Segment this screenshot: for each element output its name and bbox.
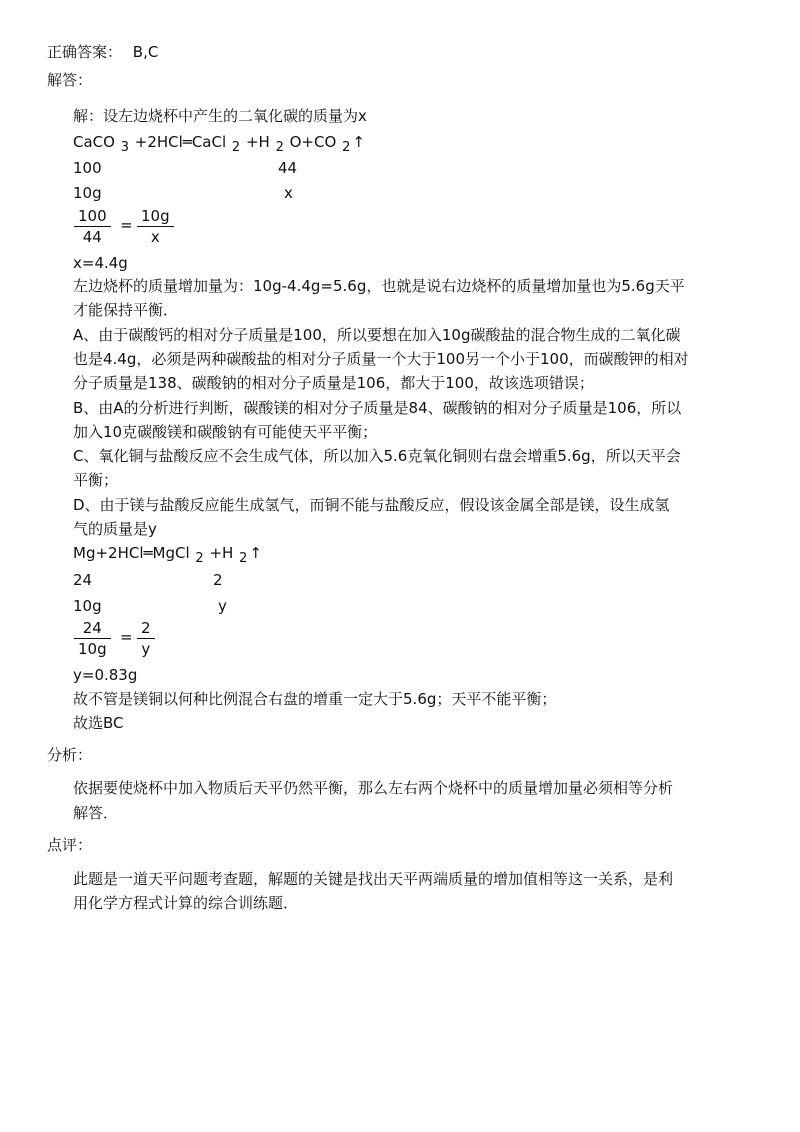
paraD-line1: D、由于镁与盐酸反应能生成氢气，而铜不能与盐酸反应，假设该金属全部是镁，设生成氢 bbox=[73, 496, 670, 514]
paraB-line1: B、由A的分析进行判断，碳酸镁的相对分子质量是84、碳酸钠的相对分子质量是106，所以 bbox=[73, 399, 682, 417]
up-arrow-icon: ↑ bbox=[352, 133, 365, 151]
ratio2-right-fraction: $\frac{2}{y}$ bbox=[137, 618, 155, 659]
conclusion: 故不管是镁铜以何种比例混合右盘的增重一定大于5.6g；天平不能平衡； bbox=[73, 690, 557, 708]
equation-caco3-mass-right: 44 bbox=[278, 159, 298, 177]
equation-caco3-given-row: 10g bbox=[73, 184, 102, 202]
ratio1-equals: = bbox=[120, 216, 133, 234]
equation-mg-mass-row: 24 bbox=[73, 571, 93, 589]
solution-intro: 解：设左边烧杯中产生的二氧化碳的质量为x bbox=[73, 107, 367, 125]
paraA-line2: 也是4.4g，必须是两种碳酸盐的相对分子质量一个大于100另一个小于100，而碳酸钾的相对 bbox=[73, 350, 689, 368]
answer-value: B,C bbox=[132, 43, 159, 61]
paraA-line3: 分子质量是138、碳酸钠的相对分子质量是106，都大于100，故该选项错误； bbox=[73, 374, 594, 392]
result-x: x=4.4g bbox=[73, 254, 128, 272]
ratio1-right-fraction: $\frac{10g}{x}$ bbox=[137, 206, 174, 247]
paraC-line2: 平衡； bbox=[73, 471, 119, 489]
equation-mg-mass-right: 2 bbox=[213, 571, 223, 589]
equation-mg-given-row: 10g bbox=[73, 597, 102, 615]
equation-caco3-given-right: x bbox=[284, 184, 293, 202]
analysis-line1: 依据要使烧杯中加入物质后天平仍然平衡，那么左右两个烧杯中的质量增加量必须相等分析 bbox=[73, 779, 674, 797]
equation-caco3-mass-row: 100 bbox=[73, 159, 102, 177]
ratio2-left-fraction: $\frac{24}{10g}$ bbox=[74, 618, 111, 659]
paraA-line1: A、由于碳酸钙的相对分子质量是100，所以要想在加入10g碳酸盐的混合物生成的二氧化碳 bbox=[73, 326, 681, 344]
answer-line bbox=[47, 42, 158, 62]
comment-label: 点评： bbox=[47, 836, 93, 854]
comment-line2: 用化学方程式计算的综合训练题． bbox=[73, 894, 299, 912]
paraB-line2: 加入10克碳酸镁和碳酸钠有可能使天平平衡； bbox=[73, 423, 378, 441]
final-choice: 故选BC bbox=[73, 714, 124, 732]
paraD-line2: 气的质量是y bbox=[73, 520, 157, 538]
ratio1-left-fraction: $\frac{100}{44}$ bbox=[74, 206, 111, 247]
answer-label: 正确答案： bbox=[47, 43, 123, 61]
analysis-label: 分析： bbox=[47, 746, 93, 764]
equation-mg: Mg+2HCl═MgCl 2 +H 2 ↑ bbox=[73, 544, 262, 566]
analysis-line2: 解答． bbox=[73, 804, 119, 822]
comment-line1: 此题是一道天平问题考查题，解题的关键是找出天平两端质量的增加值相等这一关系，是利 bbox=[73, 870, 674, 888]
result-y: y=0.83g bbox=[73, 666, 138, 684]
ratio2-equals: = bbox=[120, 628, 133, 646]
equation-caco3: CaCO 3 +2HCl═CaCl 2 +H 2 O+CO 2 ↑ bbox=[73, 133, 365, 155]
para1-line1: 左边烧杯的质量增加量为：10g-4.4g=5.6g，也就是说右边烧杯的质量增加量也为5.6g天平 bbox=[73, 277, 685, 295]
solution-label: 解答： bbox=[47, 71, 93, 89]
para1-line2: 才能保持平衡． bbox=[73, 301, 179, 319]
paraC-line1: C、氧化铜与盐酸反应不会生成气体，所以加入5.6克氧化铜则右盘会增重5.6g，所以天平会 bbox=[73, 447, 681, 465]
up-arrow-icon: ↑ bbox=[249, 544, 262, 562]
equation-mg-given-right: y bbox=[218, 597, 227, 615]
